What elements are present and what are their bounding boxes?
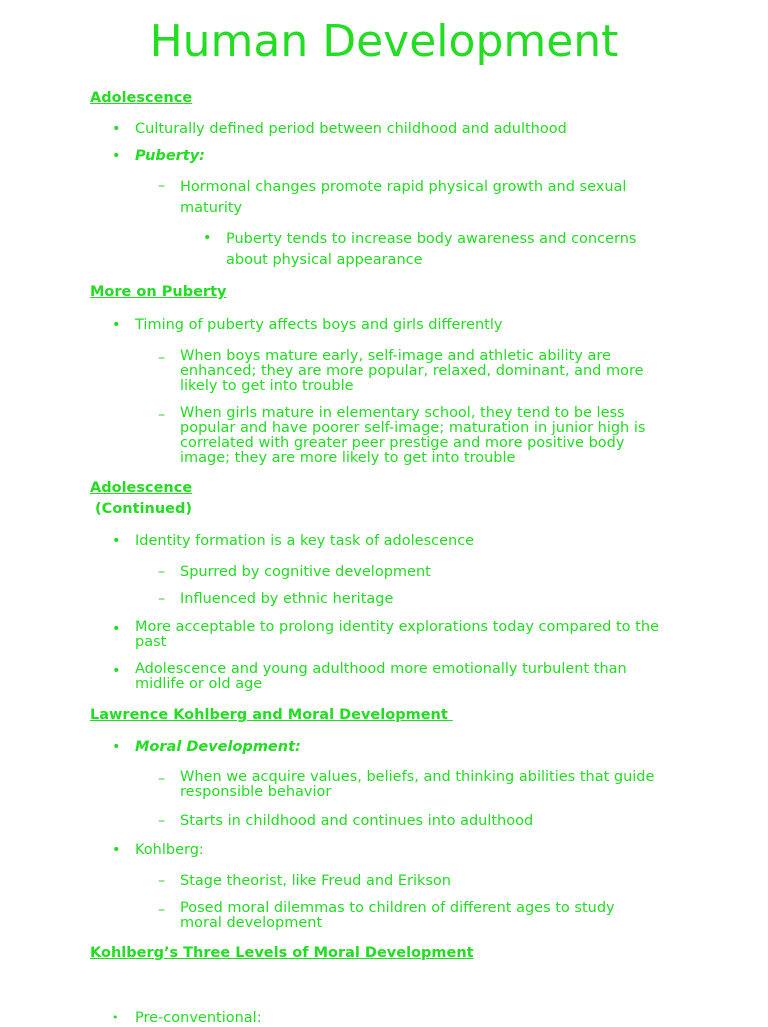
list-item-text: Puberty tends to increase body awareness and concerns about physical appearance xyxy=(226,231,637,268)
list-item-text: Culturally defined period between childhood and adulthood xyxy=(135,121,567,137)
bullet-marker: • xyxy=(112,842,121,858)
page-title: Human Development xyxy=(149,16,619,67)
dash-marker: – xyxy=(158,813,166,829)
dash-marker: – xyxy=(158,902,166,918)
list-item-text: Stage theorist, like Freud and Erikson xyxy=(180,873,451,889)
list-item-text: Adolescence and young adulthood more emotionally turbulent than midlife or old age xyxy=(135,661,627,692)
dash-marker: – xyxy=(158,407,166,423)
list-item-text: More acceptable to prolong identity explorations today compared to the past xyxy=(135,619,659,650)
bullet-marker: • xyxy=(112,121,121,137)
bullet-marker: • xyxy=(112,148,121,164)
list-item-text: Identity formation is a key task of adolescence xyxy=(135,533,475,549)
dash-marker: – xyxy=(158,591,166,607)
list-item-text: Starts in childhood and continues into adulthood xyxy=(180,813,534,829)
list-item-text: Puberty: xyxy=(135,148,205,164)
list-item-text: Influenced by ethnic heritage xyxy=(180,591,394,607)
list-item-text: When girls mature in elementary school, they tend to be less popular and have poorer self-image; maturation in junior high is correlated with greater peer prestige and more positive body image; they are more likely to get into trouble xyxy=(180,405,646,466)
list-item-text: Posed moral dilemmas to children of different ages to study moral development xyxy=(180,900,615,931)
section-heading-adolescence-continued: Adolescence xyxy=(90,480,193,496)
section-heading-adolescence: Adolescence xyxy=(90,90,193,106)
section-heading-more-on-puberty: More on Puberty xyxy=(90,284,227,300)
list-item-text: When boys mature early, self-image and athletic ability are enhanced; they are more popular, relaxed, dominant, and more likely to get into trouble xyxy=(180,348,644,394)
list-item-text: When we acquire values, beliefs, and thinking abilities that guide responsible behavior xyxy=(180,769,655,800)
bullet-marker: • xyxy=(112,739,121,755)
list-item-text: Timing of puberty affects boys and girls differently xyxy=(135,317,503,333)
list-item-text: Spurred by cognitive development xyxy=(180,564,431,580)
dash-marker: – xyxy=(158,873,166,889)
bullet-marker: • xyxy=(112,663,121,679)
dash-marker: – xyxy=(158,564,166,580)
dash-marker: – xyxy=(158,178,166,194)
dash-marker: – xyxy=(158,350,166,366)
bullet-marker: • xyxy=(112,317,121,333)
bullet-marker: • xyxy=(112,1011,119,1024)
list-item-text: Pre-conventional: xyxy=(135,1010,262,1026)
section-subheading: (Continued) xyxy=(90,501,192,517)
dash-marker: – xyxy=(158,771,166,787)
list-item-text: Kohlberg: xyxy=(135,842,204,858)
list-item-text: Hormonal changes promote rapid physical growth and sexual maturity xyxy=(180,179,627,216)
bullet-marker: • xyxy=(112,533,121,549)
bullet-marker: • xyxy=(203,230,212,246)
bullet-marker: • xyxy=(112,621,121,637)
section-heading-three-levels: Kohlberg’s Three Levels of Moral Development xyxy=(90,945,474,961)
section-heading-kohlberg: Lawrence Kohlberg and Moral Development xyxy=(90,707,453,723)
list-item-text: Moral Development: xyxy=(135,739,301,755)
